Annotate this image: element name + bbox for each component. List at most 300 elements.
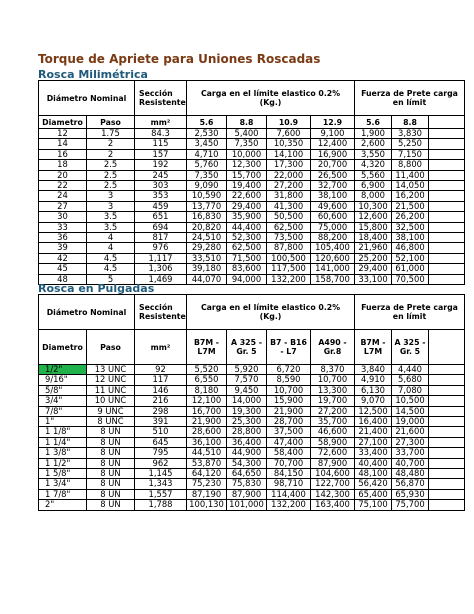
table-cell: 2 [87,139,135,149]
table-cell: 4.5 [87,264,135,274]
table-cell-blank [429,170,465,180]
table-row [39,385,465,395]
table-cell: 27,200 [267,181,311,191]
table-cell: 3 [87,191,135,201]
table-cell: 11 UNC [87,385,135,395]
table-cell: 75,830 [227,479,267,489]
table-cell: 18 [39,160,87,170]
table-cell-blank [429,479,465,489]
table-cell: 20,820 [187,222,227,232]
table-cell: 10,000 [227,149,267,159]
table-cell: 29,400 [355,264,392,274]
table-cell: 4 [87,233,135,243]
table-cell: 36,400 [227,437,267,447]
col-header: B7M - L7M [187,330,227,365]
table-cell: 35,700 [311,417,355,427]
table-cell: 4 [87,243,135,253]
table-cell: 14,100 [267,149,311,159]
table-row [39,448,465,458]
table-cell: 157 [135,149,187,159]
table-cell: 8 UN [87,427,135,437]
table-cell: 19,300 [227,406,267,416]
table-cell: 9,070 [355,396,392,406]
table-cell: 39,180 [187,264,227,274]
imperial-heading: Rosca en Pulgadas [38,282,155,295]
table-cell: 53,870 [187,458,227,468]
table-cell: 56,420 [355,479,392,489]
table-cell-blank [429,458,465,468]
table-cell: 13 UNC [87,365,135,375]
table-cell: 70,500 [392,274,429,284]
table-cell: 16 [39,149,87,159]
table-cell: 9,090 [187,181,227,191]
table-cell: 9,100 [311,129,355,139]
table-cell: 17,300 [267,160,311,170]
table-cell: 39 [39,243,87,253]
table-cell: 962 [135,458,187,468]
table-cell-blank [429,129,465,139]
table-cell: 1,469 [135,274,187,284]
table-row [39,406,465,416]
table-cell-blank [429,233,465,243]
table-cell: 1 3/8" [39,448,87,458]
table-cell: 21,400 [355,427,392,437]
table-cell: 8 UN [87,469,135,479]
imperial-table [38,294,465,511]
table-cell: 2 [87,149,135,159]
col-header: Paso [87,330,135,365]
table-cell: 8 UN [87,458,135,468]
table-cell: 5 [87,274,135,284]
table-cell: 5,520 [187,365,227,375]
col-header: mm² [135,330,187,365]
table-cell: 7,150 [392,149,429,159]
col-header: 12.9 [311,116,355,129]
table-row [39,160,465,170]
table-cell: 10,350 [267,139,311,149]
table-cell: 117,500 [267,264,311,274]
table-cell: 19,400 [227,181,267,191]
table-cell: 87,900 [311,458,355,468]
table-cell: 75,100 [355,500,392,510]
table-cell: 8 UN [87,479,135,489]
table-cell: 33 [39,222,87,232]
table-row [39,243,465,253]
diameter-header: Diámetro Nominal [39,81,135,116]
table-cell: 87,800 [267,243,311,253]
table-row [39,212,465,222]
table-cell-blank [429,417,465,427]
table-cell: 1,900 [355,129,392,139]
table-cell: 98,710 [267,479,311,489]
table-cell: 27,100 [355,437,392,447]
table-cell: 21,960 [355,243,392,253]
table-cell-blank [429,385,465,395]
col-header-blank [429,330,465,365]
table-cell: 1,306 [135,264,187,274]
col-header: 8.8 [227,116,267,129]
table-row [39,469,465,479]
table-cell: 12 UNC [87,375,135,385]
table-row [39,139,465,149]
table-cell: 44,900 [227,448,267,458]
col-header: Diametro [39,330,87,365]
table-cell: 298 [135,406,187,416]
table-cell: 2" [39,500,87,510]
table-row [39,365,465,375]
table-cell: 120,600 [311,253,355,263]
table-cell: 88,200 [311,233,355,243]
table-cell: 7/8" [39,406,87,416]
table-cell: 29,280 [187,243,227,253]
table-cell: 5,680 [392,375,429,385]
table-cell: 16,900 [311,149,355,159]
table-cell: 44,510 [187,448,227,458]
table-cell: 3,550 [355,149,392,159]
table-cell: 64,650 [227,469,267,479]
table-cell-blank [429,375,465,385]
table-cell-blank [429,201,465,211]
table-cell: 58,400 [267,448,311,458]
table-cell: 20 [39,170,87,180]
table-cell: 94,000 [227,274,267,284]
table-cell: 33,700 [392,448,429,458]
table-cell: 4,910 [355,375,392,385]
page-title: Torque de Apriete para Uniones Roscadas [38,52,321,66]
table-cell: 2.5 [87,160,135,170]
table-cell: 1,343 [135,479,187,489]
table-cell: 27,300 [392,437,429,447]
table-cell: 12,600 [355,212,392,222]
table-cell: 10,300 [355,201,392,211]
table-row [39,427,465,437]
table-cell: 459 [135,201,187,211]
table-cell: 4.5 [87,253,135,263]
table-cell: 1,788 [135,500,187,510]
table-cell: 16,830 [187,212,227,222]
table-row [39,129,465,139]
table-row [39,264,465,274]
table-cell: 62,500 [267,222,311,232]
table-cell: 132,200 [267,500,311,510]
table-cell: 391 [135,417,187,427]
table-cell: 32,700 [311,181,355,191]
table-cell: 7,570 [227,375,267,385]
table-cell: 22,600 [227,191,267,201]
table-cell: 7,080 [392,385,429,395]
table-cell: 22 [39,181,87,191]
table-cell: 40,700 [392,458,429,468]
table-cell: 13,300 [311,385,355,395]
table-cell-blank [429,212,465,222]
table-cell: 1 1/2" [39,458,87,468]
table-cell: 30 [39,212,87,222]
table-cell: 33,510 [187,253,227,263]
table-row [39,222,465,232]
table-cell: 1 5/8" [39,469,87,479]
table-cell: 21,900 [267,406,311,416]
table-cell: 3,840 [355,365,392,375]
force-header: Fuerza de Prete carga en límit [355,295,465,330]
table-cell: 6,900 [355,181,392,191]
table-cell: 62,500 [227,243,267,253]
table-cell: 64,120 [187,469,227,479]
col-header-blank [429,116,465,129]
table-row [39,489,465,499]
table-cell: 353 [135,191,187,201]
table-cell-blank [429,191,465,201]
table-cell: 84.3 [135,129,187,139]
table-cell: 2,530 [187,129,227,139]
table-cell: 9,450 [227,385,267,395]
table-cell: 158,700 [311,274,355,284]
table-cell: 41,300 [267,201,311,211]
table-cell: 104,600 [311,469,355,479]
table-cell: 10 UNC [87,396,135,406]
table-cell: 84,150 [267,469,311,479]
table-cell: 100,130 [187,500,227,510]
table-cell: 8 UN [87,437,135,447]
table-cell: 40,400 [355,458,392,468]
table-cell: 8 UN [87,500,135,510]
table-cell-blank [429,448,465,458]
table-cell: 6,720 [267,365,311,375]
table-cell: 28,800 [227,427,267,437]
table-cell: 7,350 [187,170,227,180]
table-cell: 5,560 [355,170,392,180]
table-cell: 303 [135,181,187,191]
table-cell: 32,500 [392,222,429,232]
table-cell: 61,000 [392,264,429,274]
table-row [39,458,465,468]
table-cell: 100,500 [267,253,311,263]
table-cell: 75,000 [311,222,355,232]
table-cell: 42 [39,253,87,263]
table-cell-blank [429,139,465,149]
table-cell: 132,200 [267,274,311,284]
table-cell: 7,350 [227,139,267,149]
table-cell: 8,590 [267,375,311,385]
table-cell-blank [429,243,465,253]
table-cell: 25,200 [355,253,392,263]
col-header: Paso [87,116,135,129]
section-header: Sección Resistente [135,81,187,116]
table-cell: 6,550 [187,375,227,385]
table-cell: 20,700 [311,160,355,170]
table-cell: 75,700 [392,500,429,510]
table-cell: 21,500 [392,201,429,211]
table-cell: 11,400 [392,170,429,180]
table-cell: 48 [39,274,87,284]
table-cell-blank [429,264,465,274]
table-cell: 87,900 [227,489,267,499]
table-cell: 1 1/4" [39,437,87,447]
table-cell: 44,400 [227,222,267,232]
table-cell: 50,500 [267,212,311,222]
force-header: Fuerza de Prete carga en límit [355,81,465,116]
table-cell: 14,050 [392,181,429,191]
table-cell: 46,600 [311,427,355,437]
table-cell: 8,000 [355,191,392,201]
table-cell-blank [429,149,465,159]
col-header: Diametro [39,116,87,129]
table-cell: 141,000 [311,264,355,274]
table-cell: 49,600 [311,201,355,211]
table-cell: 16,400 [355,417,392,427]
table-cell-blank [429,489,465,499]
table-cell: 10,700 [311,375,355,385]
table-cell: 38,100 [392,233,429,243]
table-cell: 122,700 [311,479,355,489]
col-header: 10.9 [267,116,311,129]
table-cell: 4,320 [355,160,392,170]
table-cell: 1 3/4" [39,479,87,489]
table-cell: 71,500 [227,253,267,263]
table-row [39,253,465,263]
table-cell: 15,800 [355,222,392,232]
table-cell: 5,400 [227,129,267,139]
table-cell: 19,000 [392,417,429,427]
col-header: 5.6 [355,116,392,129]
table-cell: 28,600 [187,427,227,437]
table-cell: 976 [135,243,187,253]
table-cell: 21,900 [187,417,227,427]
table-cell: 645 [135,437,187,447]
table-cell: 48,100 [355,469,392,479]
table-cell: 2.5 [87,170,135,180]
table-cell: 8,800 [392,160,429,170]
section-header: Sección Resistente [135,295,187,330]
table-cell: 44,070 [187,274,227,284]
table-cell: 21,600 [392,427,429,437]
table-cell: 8 UN [87,448,135,458]
table-cell: 3/4" [39,396,87,406]
table-cell: 12,400 [311,139,355,149]
table-cell: 28,700 [267,417,311,427]
table-row [39,417,465,427]
table-cell: 4,440 [392,365,429,375]
table-cell: 33,400 [355,448,392,458]
table-cell: 45 [39,264,87,274]
table-cell: 65,930 [392,489,429,499]
table-cell: 5/8" [39,385,87,395]
table-row [39,479,465,489]
table-cell: 46,800 [392,243,429,253]
table-cell: 163,400 [311,500,355,510]
col-header: B7M - L7M [355,330,392,365]
table-cell: 12,100 [187,396,227,406]
table-cell: 1,117 [135,253,187,263]
table-cell: 35,900 [227,212,267,222]
table-cell: 9/16" [39,375,87,385]
table-cell: 192 [135,160,187,170]
load-header: Carga en el límite elastico 0.2% (Kg.) [187,81,355,116]
table-cell: 24,510 [187,233,227,243]
table-cell: 8 UNC [87,417,135,427]
load-header: Carga en el límite elastico 0.2% (Kg.) [187,295,355,330]
col-header: B7 - B16 - L7 [267,330,311,365]
table-cell: 83,600 [227,264,267,274]
table-cell: 101,000 [227,500,267,510]
table-cell: 70,700 [267,458,311,468]
table-cell: 52,100 [392,253,429,263]
table-cell: 9 UNC [87,406,135,416]
table-cell: 14,500 [392,406,429,416]
table-cell: 13,770 [187,201,227,211]
table-cell: 12,300 [227,160,267,170]
table-cell: 19,700 [311,396,355,406]
table-cell: 26,500 [311,170,355,180]
table-cell-blank [429,427,465,437]
table-cell: 56,870 [392,479,429,489]
table-cell: 146 [135,385,187,395]
table-cell: 5,920 [227,365,267,375]
table-cell: 1 7/8" [39,489,87,499]
table-cell: 38,100 [311,191,355,201]
table-cell: 651 [135,212,187,222]
table-cell: 60,600 [311,212,355,222]
table-row [39,396,465,406]
table-cell: 245 [135,170,187,180]
table-row [39,149,465,159]
table-cell: 3,450 [187,139,227,149]
table-row [39,181,465,191]
table-cell: 115 [135,139,187,149]
table-row [39,201,465,211]
table-row [39,437,465,447]
table-cell-blank [429,274,465,284]
table-cell-blank [429,160,465,170]
table-row [39,191,465,201]
table-cell: 216 [135,396,187,406]
table-cell: 29,400 [227,201,267,211]
table-cell: 1.75 [87,129,135,139]
table-cell: 52,300 [227,233,267,243]
table-cell-blank [429,406,465,416]
table-cell: 33,100 [355,274,392,284]
table-cell: 14 [39,139,87,149]
table-cell: 25,300 [227,417,267,427]
col-header: A 325 - Gr. 5 [392,330,429,365]
table-cell: 8,370 [311,365,355,375]
table-cell: 16,200 [392,191,429,201]
table-cell: 5,250 [392,139,429,149]
table-row [39,500,465,510]
table-cell-blank [429,437,465,447]
table-cell: 6,130 [355,385,392,395]
table-cell: 10,590 [187,191,227,201]
table-cell: 795 [135,448,187,458]
table-cell: 72,600 [311,448,355,458]
table-cell: 26,200 [392,212,429,222]
table-cell: 47,400 [267,437,311,447]
col-header: mm² [135,116,187,129]
table-cell: 1 1/8" [39,427,87,437]
table-cell: 142,300 [311,489,355,499]
table-cell: 15,900 [267,396,311,406]
table-cell: 22,000 [267,170,311,180]
table-cell: 4,710 [187,149,227,159]
table-row [39,170,465,180]
table-cell-blank [429,222,465,232]
table-cell: 16,700 [187,406,227,416]
table-cell-blank [429,181,465,191]
table-cell-blank [429,469,465,479]
table-cell-blank [429,365,465,375]
table-cell: 114,400 [267,489,311,499]
metric-table [38,80,465,285]
table-cell: 58,900 [311,437,355,447]
